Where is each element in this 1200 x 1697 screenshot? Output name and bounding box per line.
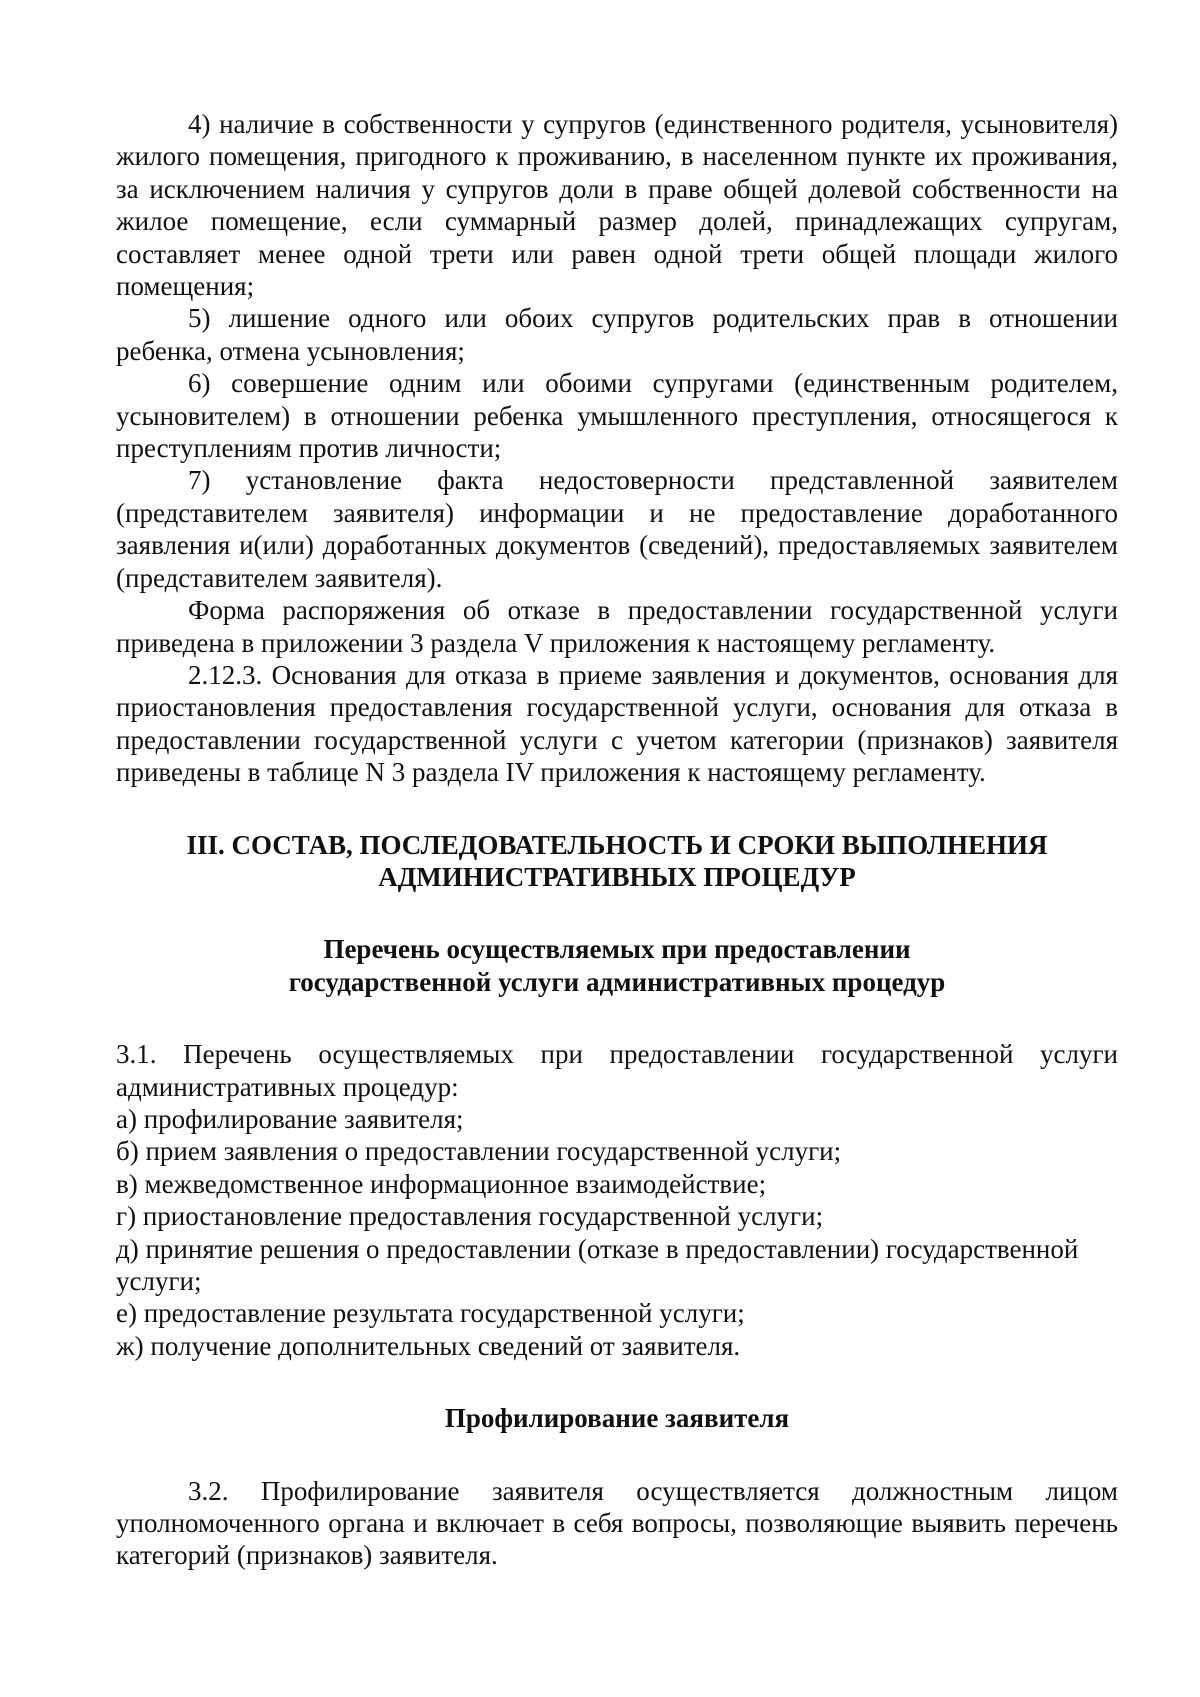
list-item: г) приостановление предоставления государственной услуги;	[116, 1201, 824, 1232]
list-item: в) межведомственное информационное взаимодействие;	[116, 1168, 767, 1199]
list-item: а) профилирование заявителя;	[116, 1103, 464, 1134]
paragraph-item-6: 6) совершение одним или обоими супругами (единственным родителем, усыновителем) в отношении ребенка умышленного преступления, относящегося к преступлениям против личности;	[116, 368, 1118, 464]
procedures-subtitle	[116, 933, 1118, 998]
paragraph-item-5: 5) лишение одного или обоих супругов родительских прав в отношении ребенка, отмена усыновления;	[116, 303, 1118, 366]
list-item: б) прием заявления о предоставлении государственной услуги;	[116, 1136, 842, 1167]
paragraph-refusal-form: Форма распоряжения об отказе в предоставлении государственной услуги приведена в приложении 3 раздела V приложения к настоящему регламенту.	[116, 595, 1118, 658]
procedures-subtitle-line1: Перечень осуществляемых при предоставлении	[323, 934, 911, 965]
procedures-list	[116, 1103, 1118, 1362]
paragraph-item-7: 7) установление факта недостоверности представленной заявителем (представителем заявителя) информации и не предоставление доработанного заявления и(или) доработанных документов (сведений), предоставляемых заявителем (представителем заявителя).	[116, 465, 1118, 593]
list-item: ж) получение дополнительных сведений от заявителя.	[116, 1330, 741, 1361]
paragraph-3-1: 3.1. Перечень осуществляемых при предоставлении государственной услуги административных процедур:	[116, 1039, 1118, 1102]
profile-heading: Профилирование заявителя	[444, 1403, 790, 1434]
section-3-title-line2: АДМИНИСТРАТИВНЫХ ПРОЦЕДУР	[378, 861, 856, 892]
list-item: д) принятие решения о предоставлении (отказе в предоставлении) государственной услуги;	[116, 1233, 1079, 1296]
paragraph-item-4: 4) наличие в собственности у супругов (единственного родителя, усыновителя) жилого помещения, пригодного к проживанию, в населенном пункте их проживания, за исключением наличия у супругов доли в праве общей долевой собственности на жилое помещение, если суммарный размер долей, принадлежащих супругам, составляет менее одной трети или равен одной трети общей площади жилого помещения;	[116, 109, 1118, 302]
procedures-subtitle-line2: государственной услуги административных процедур	[288, 966, 946, 997]
list-item: е) предоставление результата государственной услуги;	[116, 1298, 745, 1329]
section-3-title-line1: III. СОСТАВ, ПОСЛЕДОВАТЕЛЬНОСТЬ И СРОКИ ВЫПОЛНЕНИЯ	[186, 829, 1048, 860]
document-page	[116, 108, 1118, 1572]
paragraph-2-12-3: 2.12.3. Основания для отказа в приеме заявления и документов, основания для приостановления предоставления государственной услуги, основания для отказа в предоставлении государственной услуги с учетом категории (признаков) заявителя приведены в таблице N 3 раздела IV приложения к настоящему регламенту.	[116, 659, 1118, 788]
section-3-title	[116, 829, 1118, 894]
paragraph-3-2: 3.2. Профилирование заявителя осуществляется должностным лицом уполномоченного органа и включает в себя вопросы, позволяющие выявить перечень категорий (признаков) заявителя.	[116, 1475, 1118, 1571]
